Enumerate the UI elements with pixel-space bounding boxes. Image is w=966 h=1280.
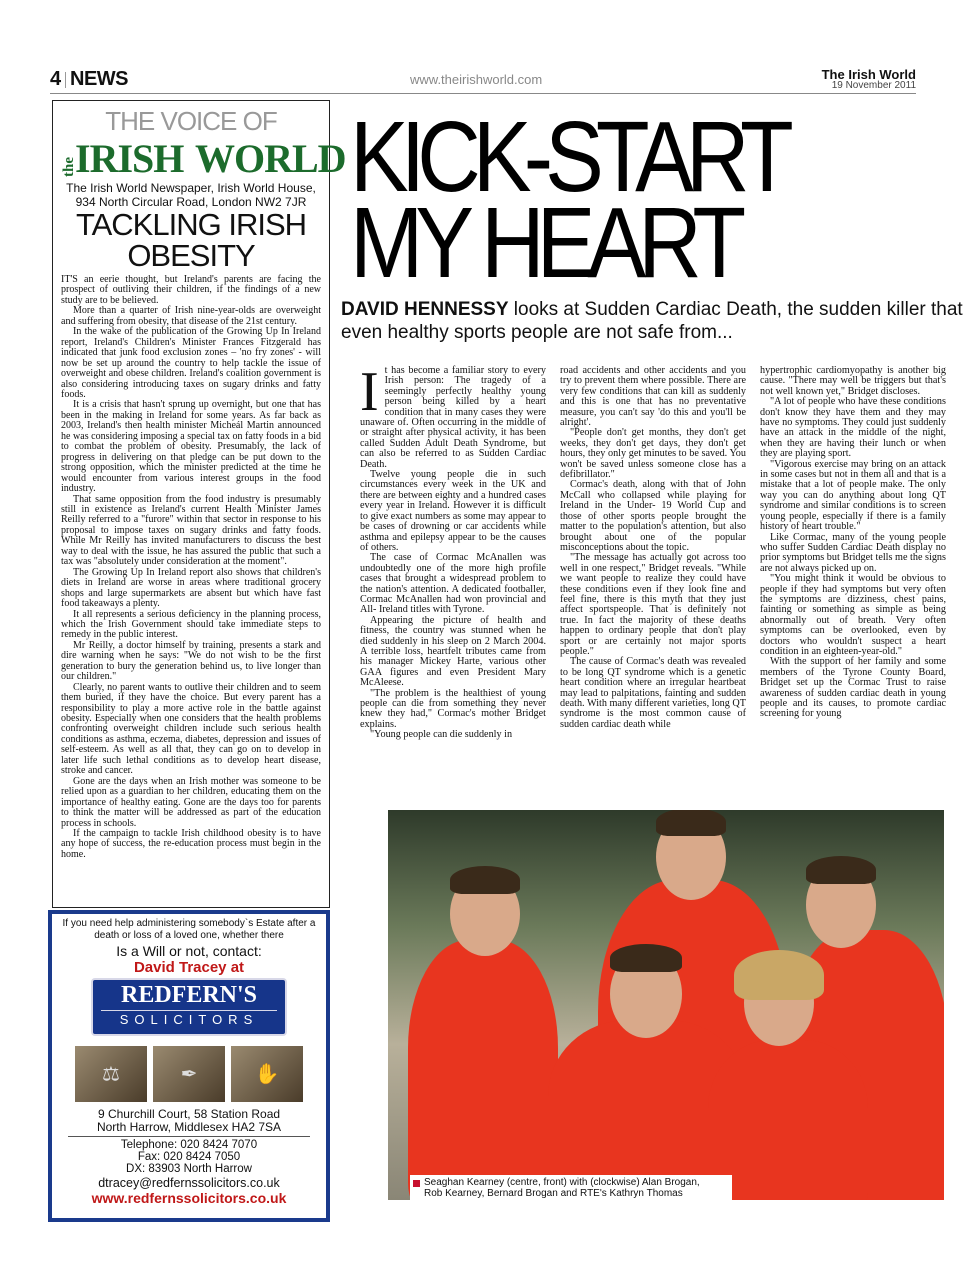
editorial-paragraph: Mr Reilly, a doctor himself by training, presents a stark and dire warning when he says: "We do not wish to be the first generation to bury the generation behind us, to live longer than our children." <box>61 639 321 683</box>
editorial-paragraph: That same opposition from the food industry is presumably still in existence as Ireland's current Health Minister James Reilly referred to a "furore" within that sector in response to his proposal to impose taxes on sugary drinks and fatty foods. While Mr Reilly has invited manufacturers to discuss the best way to deal with the issue, he has assured the public that such a tax was "absolutely under consideration at the moment". <box>61 493 321 568</box>
article-paragraph: hypertrophic cardiomyopathy is another big cause. "There may well be triggers but that's not well known yet," Bridget discloses. <box>760 365 946 397</box>
editorial-paragraph: It all represents a serious deficiency in the planning process, which the Irish Government should take immediate steps to remedy in the public interest. <box>61 608 321 641</box>
page-number: 4 <box>50 68 62 90</box>
article-paragraph: Appearing the picture of health and fitness, the country was stunned when he died suddenly in his sleep on 2 March 2004. A terrible loss, heartfelt tributes came from his manager Mickey Harte, various other GAA figures and even President Mary McAleese. <box>360 614 546 689</box>
editorial-paragraph: The Growing Up In Ireland report also shows that children's diets in Ireland are worse in areas where traditional grocery shops and large supermarkets are absent but which have fast food takeaways a plenty. <box>61 566 321 610</box>
article-paragraph: The case of Cormac McAnallen was undoubtedly one of the more high profile cases that brought a widespread problem to the nation's attention. A dedicated footballer, Cormac McAnallen had won provincial and All- Ireland titles with Tyrone. <box>360 552 546 616</box>
section-name: NEWS <box>70 68 128 90</box>
editorial-paragraph: IT'S an eerie thought, but Ireland's parents are facing the prospect of outliving their children, if the findings of a new study are to be believed. <box>61 274 321 306</box>
article-paragraph: "Vigorous exercise may bring on an attack in some cases but not in them all and that is a mistake that a lot of people make. The only way you can do anything about long QT syndrome and similar conditions is to screen young people, especially if there is a family history of heart trouble." <box>760 458 946 533</box>
photo-caption <box>410 1175 732 1201</box>
article-paragraph: t has become a familiar story to every Irish person: The tragedy of a seemingly perfectly healthy young person being killed by a heart condition that in many cases they were unaware of. Often occurring in the middle of or straight after physical activity, it has been called Sudden Adult Death Syndrome, but can also be referred to as Sudden Cardiac Death. <box>360 365 546 470</box>
article-paragraph: road accidents and other accidents and you try to prevent them where possible. There are very few conditions that can kill as suddenly and this is one that has no preventative measure, you can't say 'do this and you'll be alright'. <box>560 365 746 429</box>
article-standfirst-text: looks at Sudden Cardiac Death, the sudden killer that even healthy sports people are not safe from... <box>341 299 963 343</box>
article-paragraph: Cormac's death, along with that of John McCall who collapsed while playing for Ireland in the Under- 19 World Cup and those of other sports people brought the matter to the population's attention, but also brought about one of the popular misconceptions about the topic. <box>560 479 746 553</box>
person-left-hair <box>450 866 520 894</box>
editorial-box <box>52 100 346 908</box>
person-front-hair <box>610 944 682 972</box>
page-header <box>50 66 916 94</box>
logo-the-text: the <box>61 157 77 177</box>
article-column-3 <box>760 366 946 720</box>
irish-world-logo <box>61 136 346 181</box>
pen-icon: ✒ <box>180 1063 198 1086</box>
logo-solicitors-text: SOLICITORS <box>101 1010 277 1029</box>
logo-irish-text: IRISH <box>75 136 184 181</box>
editorial-paragraph: Clearly, no parent wants to outlive their children and to seem them buried, if they have the choice. But every parent has a responsibility to play a more active role in the battle against obesity. Especially when one considers that the health problems confronting overweight children include such serious health conditions as asthma, eczema, diabetes, depression and issues of self-esteem. As well as all that, they can go on to develop in later life such lethal conditions as to develop heart disease, stroke and cancer. <box>61 681 321 777</box>
article-headline-line2: MY HEART <box>350 187 739 299</box>
person-back-hair <box>656 810 726 836</box>
solicitors-advert <box>48 910 330 1222</box>
editorial-address-line2: 934 North Circular Road, London NW2 7JR <box>75 195 307 209</box>
article-paragraph: Twelve young people die in such circumstances every week in the UK and there are between eighty and a hundred cases every year in Ireland. However it is difficult to give exact numbers as some may appear to be cases of drowning or car accidents while asthma and epilepsy appear to be the causes of others. <box>360 469 546 553</box>
advert-address-line1: 9 Churchill Court, 58 Station Road <box>97 1107 281 1121</box>
editorial-title-line2: OBESITY <box>127 238 255 273</box>
editorial-paragraph: If the campaign to tackle Irish childhood obesity is to have any hope of success, the re-education process must begin in the home. <box>61 828 321 860</box>
editorial-address-line1: The Irish World Newspaper, Irish World House, <box>66 181 316 195</box>
article-paragraph: "You might think it would be obvious to people if they had symptoms but very often the symptoms are dizziness, chest pains, fainting or something as simple as being abnormally out of breath. Very often symptoms can be overlooked, even by doctors who wouldn't suspect a heart condition in an eighteen-year-old." <box>760 573 946 657</box>
article-paragraph: Like Cormac, many of the young people who suffer Sudden Cardiac Death display no prior symptoms but Bridget tells me the signs are not always picked up on. <box>760 531 946 574</box>
pen-photo <box>153 1046 225 1102</box>
article-author: DAVID HENNESSY <box>341 299 509 320</box>
editorial-body <box>61 275 321 860</box>
article-paragraph: "The problem is the healthiest of young people can die from something they never knew they had," Cormac's mother Bridget explains. <box>360 687 546 730</box>
redferns-logo <box>91 978 287 1036</box>
voice-of-heading: THE VOICE OF <box>105 106 277 136</box>
paper-name: The Irish World <box>821 67 916 82</box>
article-paragraph: With the support of her family and some members of the Tyrone County Board, Bridget set up the Cormac Trust to raise awareness of sudden cardiac death in young people and its causes, to promote cardiac screening for young <box>760 656 946 720</box>
article-column-1 <box>360 361 546 741</box>
advert-photos <box>58 1046 320 1102</box>
person-woman-hair <box>734 950 824 1000</box>
advert-intro: If you need help administering somebody`s Estate after a death or loss of a loved one, whether there <box>62 918 316 941</box>
article-paragraph: "The message has actually got across too well in one respect," Bridget reveals. "While we want people to realize they could have these conditions even if they look fine and feel fine, there is this myth that they just affect sportspeople. That is definitely not true. In fact the majority of these deaths happen to ordinary people that don't play sport or are certainly not major sports people." <box>560 552 746 657</box>
article-paragraph: The cause of Cormac's death was revealed to be long QT syndrome which is a genetic heart condition where an irregular heartbeat may lead to palpitations, fainting and sudden death. With many different varieties, long QT syndrome is the most common cause of sudden cardiac death while <box>560 656 746 730</box>
advert-fax: Fax: 020 8424 7050 <box>137 1151 241 1163</box>
advert-address-line2: North Harrow, Middlesex HA2 7SA <box>96 1120 282 1134</box>
editorial-paragraph: Gone are the days when an Irish mother was someone to be relied upon as a guardian to her children, educating them on the importance of healthy eating. Gone are the days too for parents to think the matter will be addressed as part of the education process in schools. <box>61 775 321 829</box>
drop-cap: I <box>360 361 379 423</box>
caption-line1: Seaghan Kearney (centre, front) with (clockwise) Alan Brogan, <box>424 1177 700 1188</box>
article-standfirst <box>341 298 966 344</box>
advert-email-link[interactable]: dtracey@redfernssolicitors.co.uk <box>98 1176 280 1190</box>
article-column-2 <box>560 366 746 730</box>
person-right-hair <box>806 856 876 884</box>
editorial-paragraph: It is a crisis that hasn't sprung up overnight, but one that has been in the making in Ireland for some years. As far back as 2003, Ireland's then health minister Micheál Martin announced he was considering imposing a special tax on fatty foods in a bid to combat the problem of obesity. Presumably, the lack of progress in delivering on that pledge can be put down to the strong opposition, which the minister predicted at the time he would encounter from various interest groups in the food industry. <box>61 399 321 495</box>
advert-website-link[interactable]: www.redfernssolicitors.co.uk <box>91 1190 287 1206</box>
gavel-icon: ⚖ <box>102 1063 120 1086</box>
issue-date: 19 November 2011 <box>831 80 916 91</box>
article-paragraph: "People don't get months, they don't get weeks, they don't get days, they don't get hours, they only get minutes to be saved. You won't be saved unless someone close has a defibrillator." <box>560 427 746 481</box>
handshake-photo <box>231 1046 303 1102</box>
editorial-title-line1: TACKLING IRISH <box>75 207 307 242</box>
logo-world-text: WORLD <box>195 136 346 181</box>
article-paragraph: "Young people can die suddenly in <box>370 729 513 741</box>
website-url[interactable]: www.theirishworld.com <box>410 72 543 87</box>
article-photo <box>388 810 944 1200</box>
person-woman <box>708 1040 868 1200</box>
person-left <box>408 940 558 1200</box>
caption-marker-icon <box>413 1180 420 1187</box>
article-paragraph: "A lot of people who have these conditions don't know they have them and they may have no symptoms. They could just suddenly have an attack in the middle of the night, when they are having their lunch or when they are playing sport. <box>760 396 946 460</box>
advert-dx: DX: 83903 North Harrow <box>126 1163 252 1175</box>
handshake-icon: ✋ <box>254 1063 280 1086</box>
caption-line2: Rob Kearney, Bernard Brogan and RTE's Kathryn Thomas <box>424 1188 683 1199</box>
article-headline-line1: KICK-START <box>350 101 786 213</box>
advert-contact-name: David Tracey at <box>133 959 245 976</box>
logo-redferns-text: REDFERN'S <box>120 982 258 1008</box>
editorial-paragraph: More than a quarter of Irish nine-year-olds are overweight and suffering from obesity, that disease of the 21st century. <box>61 305 321 327</box>
advert-contact-line: Is a Will or not, contact: <box>116 943 262 959</box>
header-divider <box>65 72 66 88</box>
advert-divider <box>68 1136 310 1137</box>
gavel-photo <box>75 1046 147 1102</box>
advert-telephone: Telephone: 020 8424 7070 <box>120 1139 258 1151</box>
editorial-paragraph: In the wake of the publication of the Growing Up In Ireland report, Ireland's Children's Minister Frances Fitzgerald has indicated that junk food exclusion zones – 'no fry zones' - will now be set up around the country to help tackle the issue of overweight and obese children. Ireland's coalition government is also considering introducing taxes on sugary drinks and fatty foods. <box>61 326 321 400</box>
